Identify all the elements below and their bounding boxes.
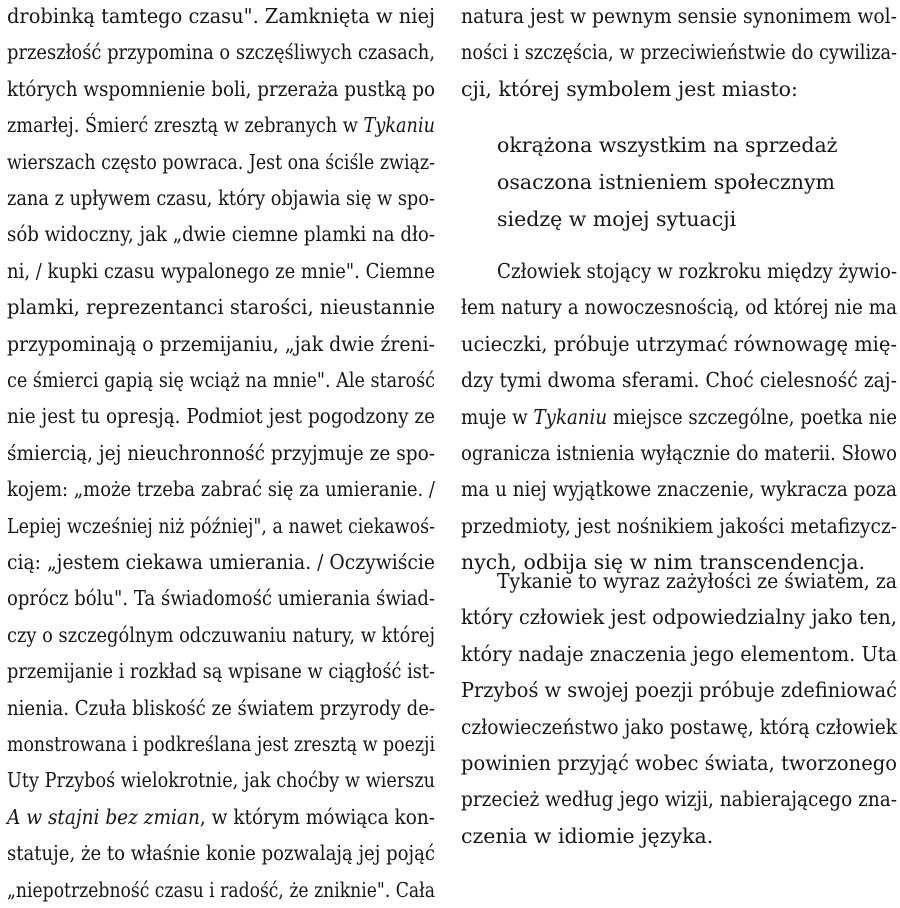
text-line: cji, której symbolem jest miasto:	[461, 76, 798, 101]
poem-line: siedzę w mojej sytuacji	[497, 207, 737, 231]
text-line: A w stajni bez zmian, w którym mówiąca kon-	[7, 804, 436, 829]
text-line: ucieczki, próbuje utrzymać równowagę mię-	[461, 331, 897, 356]
text-line: nie jest tu opresją. Podmiot jest pogodzony ze	[7, 404, 436, 429]
text-line: muje w Tykaniu miejsce szczególne, poetka nie	[461, 404, 897, 429]
text-line: ogranicza istnienia wyłącznie do materii. Słowo	[461, 441, 897, 465]
text-line: zana z upływem czasu, który objawia się w spo-	[7, 186, 435, 210]
text-line: przeszłość przypomina o szczęśliwych czasach,	[7, 40, 436, 65]
text-line: ności i szczęścia, w przeciwieństwie do cywiliza-	[461, 40, 898, 65]
text-line: który nadaje znaczenia jego elementom. Uta	[461, 641, 898, 666]
text-line: cią: „jestem ciekawa umierania. / Oczywiście	[7, 550, 435, 574]
text-line: Uty Przyboś wielokrotnie, jak choćby w wierszu	[7, 768, 436, 793]
text-line: plamki, reprezentanci starości, nieustannie	[7, 295, 436, 320]
text-line: dzy tymi dwoma sferami. Choć cielesność zaj-	[461, 368, 897, 393]
text-line: łem natury a nowoczesnością, od której nie ma	[461, 295, 898, 320]
text-line: przecież według jego wizji, nabierającego zna-	[461, 787, 898, 812]
text-line: natura jest w pewnym sensie synonimem wol-	[461, 4, 897, 28]
text-line: przemijanie i rozkład są wpisane w ciągłość ist-	[7, 659, 436, 684]
text-line: ni, / kupki czasu wypalonego ze mnie". Ciemne	[7, 258, 435, 283]
text-line: nienia. Czuła bliskość ze światem przyrody de-	[7, 695, 436, 720]
text-line: powinien przyjąć wobec świata, tworzonego	[461, 751, 898, 775]
text-line: czy o szczególnym odczuwaniu natury, w której	[7, 622, 436, 647]
text-line: statuje, że to właśnie konie pozwalają jej pojąć	[7, 841, 435, 866]
text-line: zmarłej. Śmierć zresztą w zebranych w Tykaniu	[7, 113, 435, 138]
poem-line: okrążona wszystkim na sprzedaż	[497, 133, 838, 157]
text-line: wierszach często powraca. Jest ona ściśle związ-	[7, 149, 435, 174]
text-line: człowieczeństwo jako postawę, którą człowiek	[461, 714, 898, 739]
text-line: Tykanie to wyraz zażyłości ze światem, za	[497, 569, 898, 593]
poem-line: osaczona istnieniem społecznym	[497, 170, 835, 194]
text-line: ce śmierci gapią się wciąż na mnie". Ale starość	[7, 368, 436, 392]
text-line: drobinką tamtego czasu". Zamknięta w niej	[7, 4, 436, 28]
text-line: „niepotrzebność czasu i radość, że zniknie". Cała	[7, 877, 436, 902]
text-line: Człowiek stojący w rozkroku między żywio-	[497, 259, 897, 283]
text-line: nych, odbija się w nim transcendencja.	[461, 550, 866, 575]
text-line: który człowiek jest odpowiedzialny jako ten,	[461, 605, 897, 630]
text-line: przedmioty, jest nośnikiem jakości metafizycz-	[461, 513, 898, 538]
text-line: monstrowana i podkreślana jest zresztą w poezji	[7, 732, 436, 756]
text-line: oprócz bólu". Ta świadomość umierania świad-	[7, 586, 436, 611]
text-line: przypominają o przemijaniu, „jak dwie źreni-	[7, 331, 436, 356]
text-line: Przyboś w swojej poezji próbuje zdefiniować	[461, 678, 897, 703]
text-line: kojem: „może trzeba zabrać się za umieranie. /	[7, 477, 435, 502]
text-line: których wspomnienie boli, przeraża pustką po	[7, 76, 435, 101]
text-line: czenia w idiomie języka.	[461, 823, 714, 848]
text-line: ma u niej wyjątkowe znaczenie, wykracza poza	[461, 477, 897, 502]
text-line: sób widoczny, jak „dwie ciemne plamki na dło-	[7, 222, 435, 247]
text-line: śmiercią, jej nieuchronność przyjmuje ze spo-	[7, 440, 435, 465]
text-line: Lepiej wcześniej niż później", a nawet ciekawoś-	[7, 513, 436, 538]
